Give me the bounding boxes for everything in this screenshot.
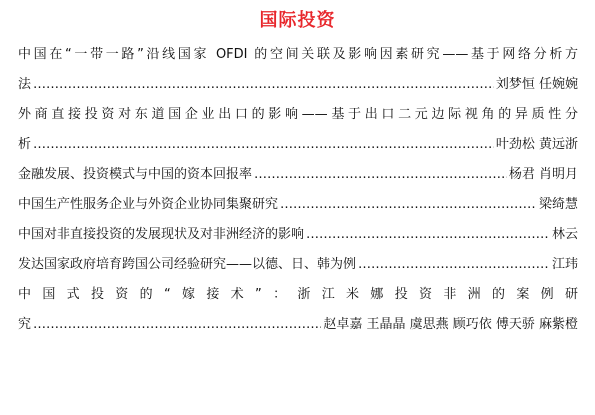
entry-title-continuation: 析	[18, 137, 32, 152]
entry-authors: 赵卓嘉 王晶晶 虞思燕 顾巧依 傅天骄 麻紫橙	[323, 317, 578, 332]
toc-entry[interactable]	[18, 190, 578, 220]
entry-authors: 杨君 肖明月	[508, 167, 578, 182]
section-title: 国际投资	[259, 10, 336, 31]
dot-leader	[33, 310, 321, 340]
dot-leader	[33, 130, 494, 160]
toc-entry[interactable]	[18, 160, 578, 190]
toc-entry[interactable]	[18, 250, 578, 280]
entry-title-line: 中国式投资的“嫁接术”：浙江米娜投资非洲的案例研	[18, 287, 578, 302]
toc-entry[interactable]	[18, 40, 578, 100]
entry-authors: 叶劲松 黄远浙	[495, 137, 578, 152]
toc-entry[interactable]	[18, 100, 578, 160]
entry-title: 中国生产性服务企业与外资企业协同集聚研究	[18, 197, 279, 212]
entry-title-line: 中国在“一带一路”沿线国家 OFDI 的空间关联及影响因素研究——基于网络分析方	[18, 47, 578, 62]
entry-title: 发达国家政府培育跨国公司经验研究——以德、日、韩为例	[18, 257, 357, 272]
entry-title-continuation: 究	[18, 317, 32, 332]
entry-title-continuation: 法	[18, 77, 32, 92]
entry-title: 金融发展、投资模式与中国的资本回报率	[18, 167, 253, 182]
dot-leader	[306, 220, 550, 250]
entry-title: 中国对非直接投资的发展现状及对非洲经济的影响	[18, 227, 305, 242]
entry-authors: 刘梦恒 任婉婉	[495, 77, 578, 92]
dot-leader	[280, 190, 537, 220]
dot-leader	[358, 250, 550, 280]
table-of-contents	[18, 40, 578, 340]
dot-leader	[33, 70, 494, 100]
entry-authors: 江玮	[551, 257, 578, 272]
toc-entry[interactable]	[18, 280, 578, 340]
toc-entry[interactable]	[18, 220, 578, 250]
entry-authors: 林云	[551, 227, 578, 242]
dot-leader	[254, 160, 507, 190]
entry-title-line: 外商直接投资对东道国企业出口的影响——基于出口二元边际视角的异质性分	[18, 107, 578, 122]
entry-authors: 梁绮慧	[538, 197, 578, 212]
